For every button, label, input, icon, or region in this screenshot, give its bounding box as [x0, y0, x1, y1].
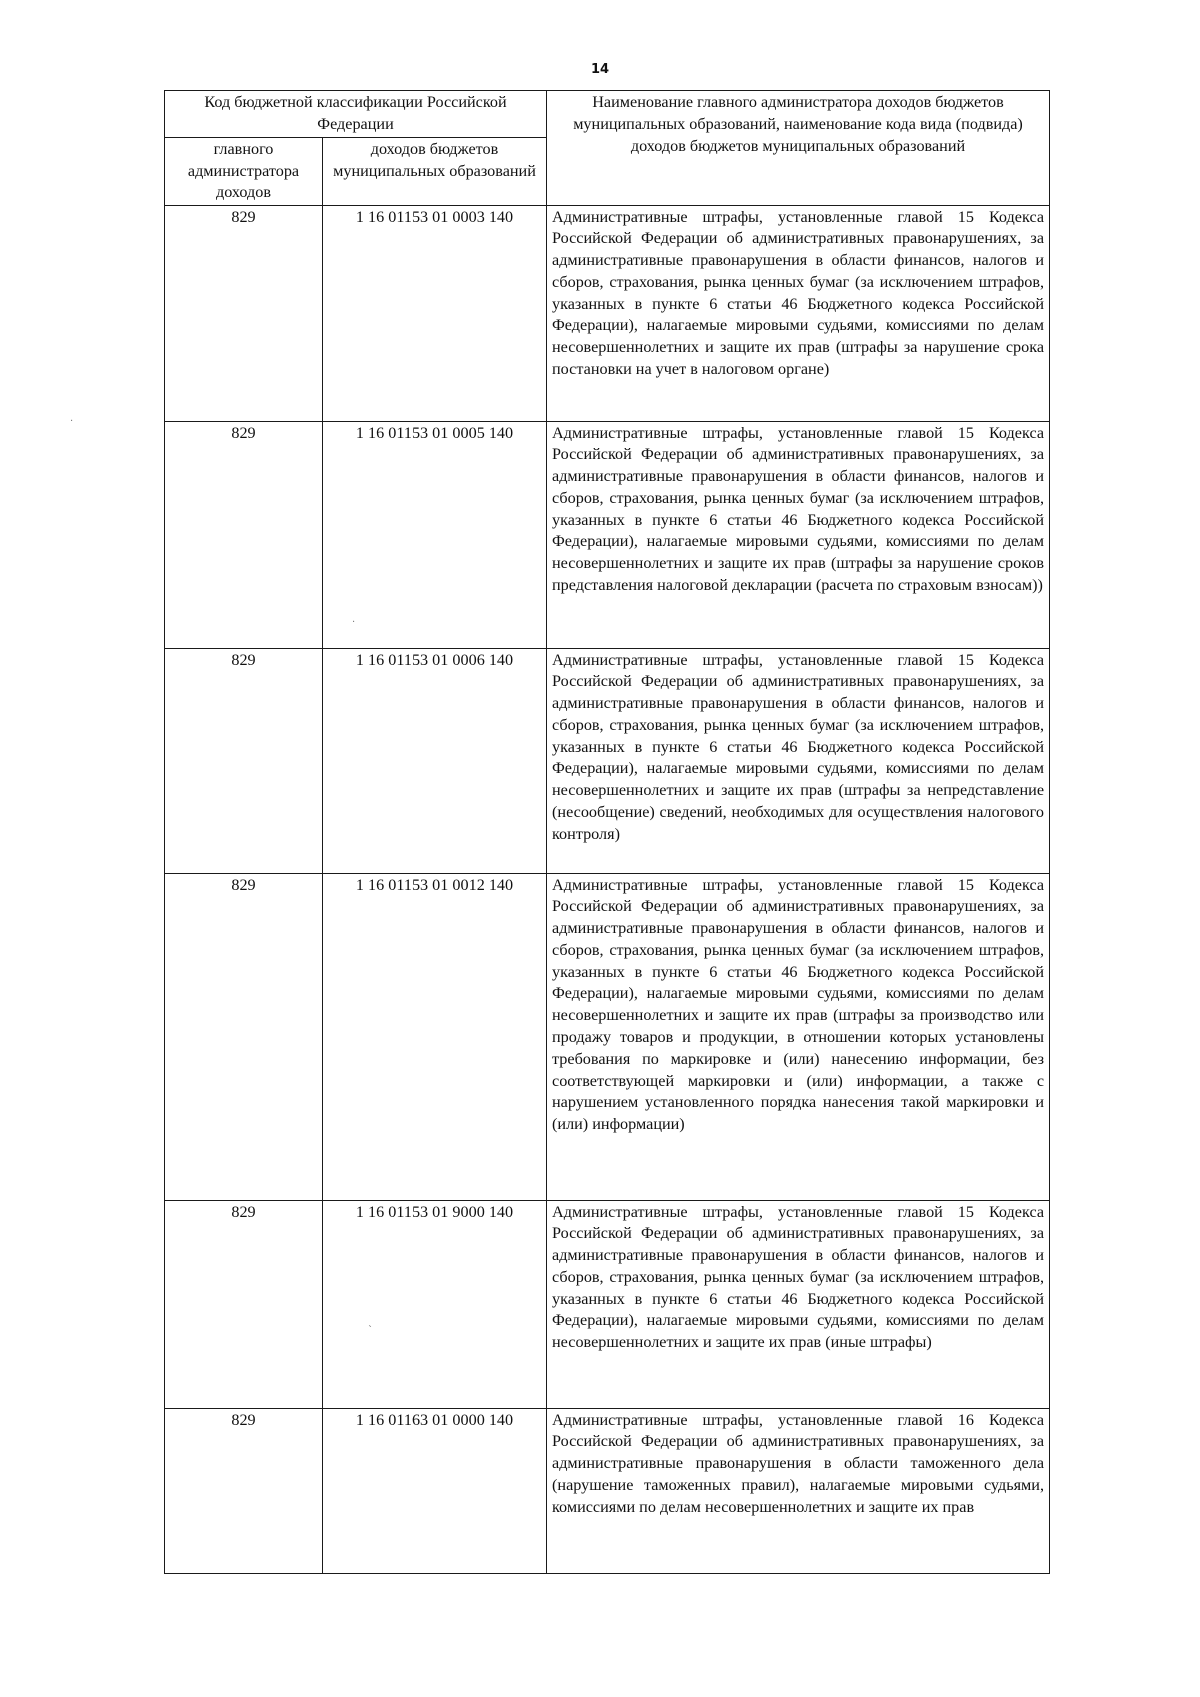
income-name-cell: Административные штрафы, установленные главой 16 Кодекса Российской Федерации об административных правонарушениях, за административные правонарушения в области таможенного дела (нарушение таможенных правил), налагаемые мировыми судьями, комиссиями по делам несовершеннолетних и защите их прав — [547, 1408, 1050, 1573]
income-name-cell: Административные штрафы, установленные главой 15 Кодекса Российской Федерации об административных правонарушениях, за административные правонарушения в области финансов, налогов и сборов, страхования, рынка ценных бумаг (за исключением штрафов, указанных в пункте 6 статьи 46 Бюджетного кодекса Российской Федерации), налагаемые мировыми судьями, комиссиями по делам несовершеннолетних и защите их прав (иные штрафы) — [547, 1200, 1050, 1408]
header-group-label: Код бюджетной классификации Российской Федерации — [165, 91, 547, 138]
admin-code-cell: 829 — [165, 873, 323, 1200]
income-code-cell: 1 16 01163 01 0000 140 — [323, 1408, 547, 1573]
income-code-cell: 1 16 01153 01 9000 140 — [323, 1200, 547, 1408]
scan-speck-lower: ˋ — [368, 1325, 373, 1336]
header-col-code: доходов бюджетов муниципальных образований — [323, 138, 547, 206]
income-name-cell: Административные штрафы, установленные главой 15 Кодекса Российской Федерации об административных правонарушениях, за административные правонарушения в области финансов, налогов и сборов, страхования, рынка ценных бумаг (за исключением штрафов, указанных в пункте 6 статьи 46 Бюджетного кодекса Российской Федерации), налагаемые мировыми судьями, комиссиями по делам несовершеннолетних и защите их прав (штрафы за нарушение срока постановки на учет в налоговом органе) — [547, 205, 1050, 421]
table-row — [165, 648, 1050, 873]
scan-speck-mid: · — [352, 617, 356, 628]
admin-code-cell: 829 — [165, 205, 323, 421]
income-code-cell: 1 16 01153 01 0006 140 — [323, 648, 547, 873]
income-code-cell: 1 16 01153 01 0005 140 — [323, 421, 547, 648]
income-name-cell: Административные штрафы, установленные главой 15 Кодекса Российской Федерации об административных правонарушениях, за административные правонарушения в области финансов, налогов и сборов, страхования, рынка ценных бумаг (за исключением штрафов, указанных в пункте 6 статьи 46 Бюджетного кодекса Российской Федерации), налагаемые мировыми судьями, комиссиями по делам несовершеннолетних и защите их прав (штрафы за нарушение сроков представления налоговой декларации (расчета по страховым взносам)) — [547, 421, 1050, 648]
income-code-cell: 1 16 01153 01 0012 140 — [323, 873, 547, 1200]
admin-code-cell: 829 — [165, 421, 323, 648]
table-row — [165, 873, 1050, 1200]
income-code-cell: 1 16 01153 01 0003 140 — [323, 205, 547, 421]
table-row — [165, 1408, 1050, 1573]
table-row — [165, 1200, 1050, 1408]
scan-speck-left: · — [70, 416, 74, 427]
header-col-name: Наименование главного администратора доходов бюджетов муниципальных образований, наименование кода вида (подвида) доходов бюджетов муниципальных образований — [547, 91, 1050, 206]
table-row — [165, 205, 1050, 421]
budget-classification-table — [164, 90, 1050, 1574]
admin-code-cell: 829 — [165, 1200, 323, 1408]
admin-code-cell: 829 — [165, 1408, 323, 1573]
income-name-cell: Административные штрафы, установленные главой 15 Кодекса Российской Федерации об административных правонарушениях, за административные правонарушения в области финансов, налогов и сборов, страхования, рынка ценных бумаг (за исключением штрафов, указанных в пункте 6 статьи 46 Бюджетного кодекса Российской Федерации), налагаемые мировыми судьями, комиссиями по делам несовершеннолетних и защите их прав (штрафы за непредставление (несообщение) сведений, необходимых для осуществления налогового контроля) — [547, 648, 1050, 873]
page-number: 14 — [590, 62, 610, 77]
admin-code-cell: 829 — [165, 648, 323, 873]
header-col-admin: главного администратора доходов — [165, 138, 323, 206]
header-row-top — [165, 91, 1050, 138]
income-name-cell: Административные штрафы, установленные главой 15 Кодекса Российской Федерации об административных правонарушениях, за административные правонарушения в области финансов, налогов и сборов, страхования, рынка ценных бумаг (за исключением штрафов, указанных в пункте 6 статьи 46 Бюджетного кодекса Российской Федерации), налагаемые мировыми судьями, комиссиями по делам несовершеннолетних и защите их прав (штрафы за производство или продажу товаров и продукции, в отношении которых установлены требования по маркировке и (или) нанесению информации, без соответствующей маркировки и (или) информации, а также с нарушением установленного порядка нанесения такой маркировки и (или) информации) — [547, 873, 1050, 1200]
table-row — [165, 421, 1050, 648]
